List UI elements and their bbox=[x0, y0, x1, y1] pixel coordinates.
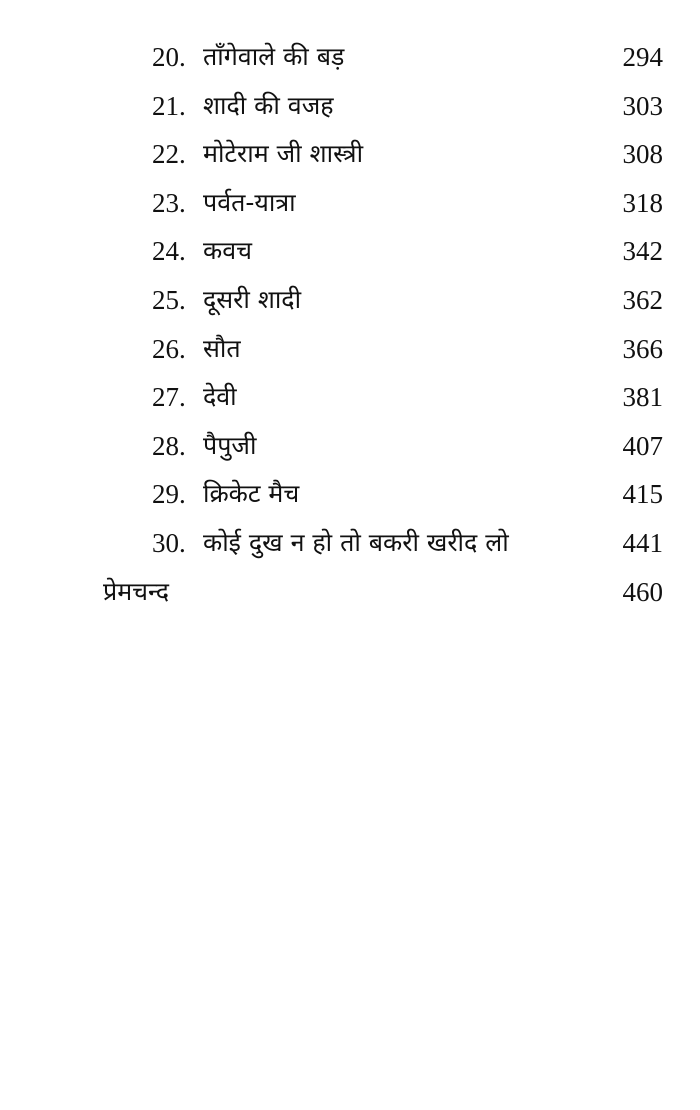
entry-page-number: 308 bbox=[622, 139, 663, 170]
entry-title: क्रिकेट मैच bbox=[203, 479, 300, 509]
entry-page-number: 342 bbox=[622, 236, 663, 267]
entry-page-number: 362 bbox=[622, 284, 663, 315]
toc-entry-22[interactable] bbox=[0, 130, 700, 179]
entry-page-number: 381 bbox=[622, 382, 663, 413]
entry-page-number: 415 bbox=[622, 479, 663, 510]
entry-title: कवच bbox=[203, 236, 252, 266]
entry-title: मोटेराम जी शास्त्री bbox=[203, 139, 364, 169]
entry-title: पैपुजी bbox=[203, 430, 257, 460]
entry-page-number: 294 bbox=[622, 42, 663, 72]
entry-number: 20. bbox=[152, 42, 186, 72]
entry-title: दूसरी शादी bbox=[203, 284, 302, 314]
entry-number: 27. bbox=[152, 382, 186, 413]
entry-page-number: 366 bbox=[622, 333, 663, 364]
toc-entry-23[interactable] bbox=[0, 179, 700, 228]
toc-entry-author[interactable] bbox=[0, 568, 700, 617]
entry-title: सौत bbox=[203, 333, 241, 363]
toc-entry-26[interactable] bbox=[0, 325, 700, 374]
table-of-contents bbox=[0, 33, 700, 616]
entry-title: ताँगेवाले की बड़ bbox=[203, 42, 345, 71]
entry-page-number: 318 bbox=[622, 187, 663, 218]
toc-entry-30[interactable] bbox=[0, 519, 700, 568]
entry-page-number: 407 bbox=[622, 430, 663, 461]
toc-entry-24[interactable] bbox=[0, 227, 700, 276]
entry-number: 22. bbox=[152, 139, 186, 170]
entry-number: 28. bbox=[152, 430, 186, 461]
entry-title: देवी bbox=[203, 382, 237, 412]
entry-number: 21. bbox=[152, 90, 186, 121]
entry-page-number: 303 bbox=[622, 90, 663, 121]
entry-page-number: 441 bbox=[622, 527, 663, 558]
entry-number: 30. bbox=[152, 527, 186, 558]
toc-entry-20[interactable] bbox=[0, 33, 700, 82]
toc-entry-27[interactable] bbox=[0, 373, 700, 422]
entry-title: शादी की वजह bbox=[203, 90, 334, 120]
entry-title: पर्वत-यात्रा bbox=[203, 187, 296, 217]
author-title: प्रेमचन्द bbox=[103, 576, 170, 606]
toc-entry-25[interactable] bbox=[0, 276, 700, 325]
toc-entry-21[interactable] bbox=[0, 82, 700, 131]
entry-number: 25. bbox=[152, 284, 186, 315]
toc-entry-28[interactable] bbox=[0, 422, 700, 471]
entry-title: कोई दुख न हो तो बकरी खरीद लो bbox=[203, 527, 509, 557]
author-page-number: 460 bbox=[622, 576, 663, 607]
entry-number: 24. bbox=[152, 236, 186, 267]
entry-number: 23. bbox=[152, 187, 186, 218]
toc-entry-29[interactable] bbox=[0, 470, 700, 519]
entry-number: 29. bbox=[152, 479, 186, 510]
entry-number: 26. bbox=[152, 333, 186, 364]
